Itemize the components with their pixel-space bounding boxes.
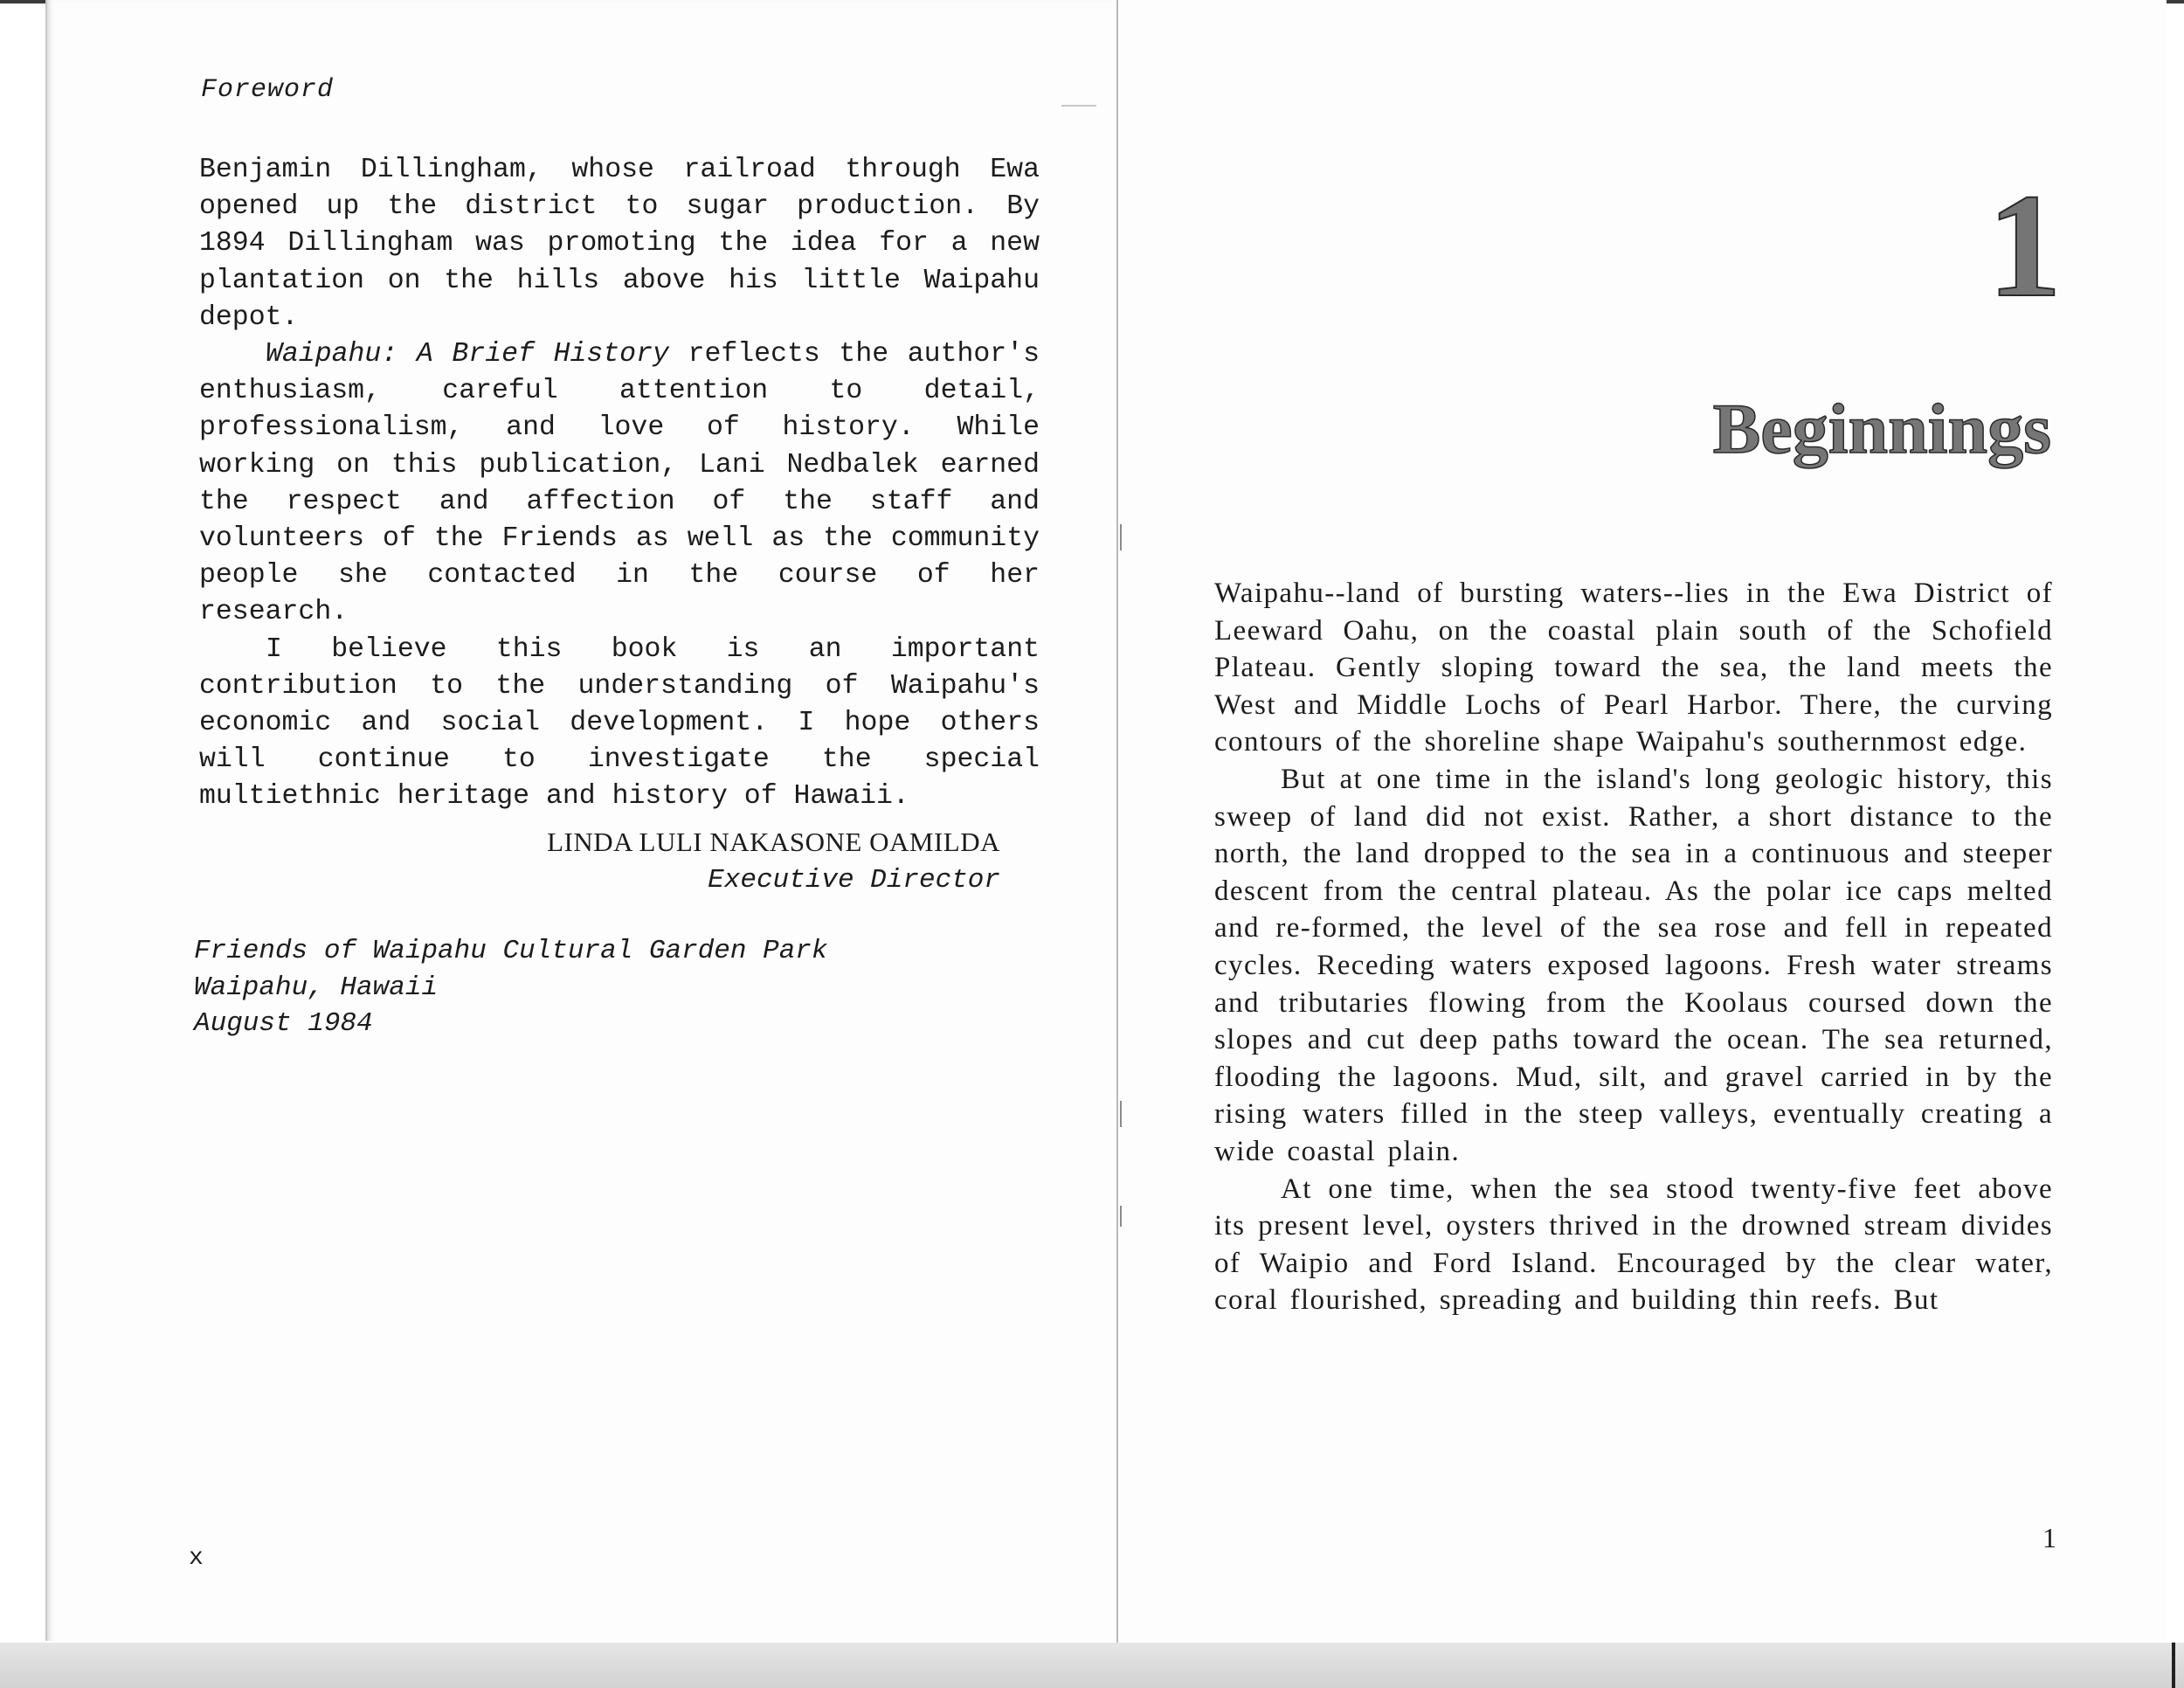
chapter-number: 1	[1987, 163, 2062, 328]
signature-block	[524, 823, 1000, 900]
left-page-number: x	[189, 1545, 204, 1572]
bottom-edge-shadow	[0, 1643, 2184, 1688]
right-page-number: 1	[2042, 1522, 2056, 1553]
foreword-date: August 1984	[194, 1008, 373, 1039]
foreword-paragraph	[199, 336, 1040, 632]
chapter-body	[1214, 575, 2053, 1319]
running-head: Foreword	[201, 75, 335, 105]
organization-block	[194, 933, 828, 1042]
scan-mark	[1061, 105, 1096, 107]
chapter-paragraph: At one time, when the sea stood twenty-five feet above its present level, oysters thrived in the drowned stream divides of Waipio and Ford Island. Encouraged by the clear water, coral flourished, spreading and building thin reefs. But	[1214, 1173, 2053, 1317]
foreword-paragraph-text: reflects the author's enthusiasm, careful attention to detail, professionalism, and love of history. While working on this publication, Lani Nedbalek earned the respect and affection of the staff and volunteers of the Friends as well as the community people she contacted in the course of her research.	[199, 339, 1040, 628]
gutter-mark	[1120, 524, 1122, 550]
organization-place: Waipahu, Hawaii	[194, 972, 439, 1003]
gutter-mark	[1120, 1206, 1122, 1227]
signature-name: LINDA LULI NAKASONE OAMILDA	[547, 827, 1000, 857]
foreword-paragraph: I believe this book is an important contribution to the understanding of Waipahu's economic and social development. I hope others will continue to investigate the special multiethnic heritage and history of Hawaii.	[199, 633, 1040, 813]
chapter-paragraph: Waipahu--land of bursting waters--lies in the Ewa District of Leeward Oahu, on the coastal plain south of the Schofield Plateau. Gently sloping toward the sea, the land meets the West and Middle Lochs of Pearl Harbor. There, the curving contours of the shoreline shape Waipahu's southernmost edge.	[1214, 578, 2053, 758]
chapter-title: Beginnings	[1712, 389, 2051, 468]
chapter-paragraph: But at one time in the island's long geologic history, this sweep of land did not exist. Rather, a short distance to the north, the land dropped to the sea in a continuous and steeper descent from the central plateau. As the polar ice caps melted and re-formed, the level of the sea rose and fell in repeated cycles. Receding waters exposed lagoons. Fresh water streams and tributaries flowing from the Koolaus coursed down the slopes and cut deep paths toward the ocean. The sea returned, flooding the lagoons. Mud, silt, and gravel carried in by the rising waters filled in the steep valleys, eventually creating a wide coastal plain.	[1214, 763, 2053, 1167]
book-title: Waipahu: A Brief History	[266, 339, 669, 370]
signature-title: Executive Director	[708, 865, 1000, 896]
gutter-mark	[1120, 1101, 1122, 1127]
organization-name: Friends of Waipahu Cultural Garden Park	[194, 936, 828, 966]
foreword-body	[199, 152, 1040, 816]
scan-edge-mark	[2172, 1643, 2175, 1688]
foreword-paragraph: Benjamin Dillingham, whose railroad through Ewa opened up the district to sugar production. By 1894 Dillingham was promoting the idea for a new plantation on the hills above his little Waipahu depot.	[199, 155, 1040, 333]
